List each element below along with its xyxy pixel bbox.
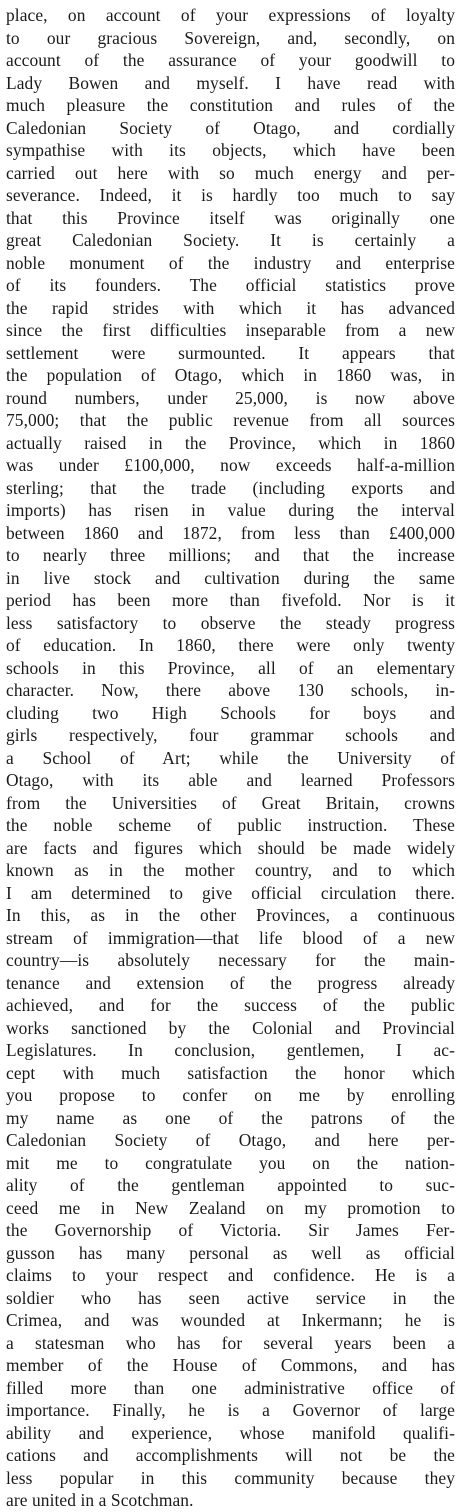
article-text-line: character. Now, there above 130 schools, in- <box>6 680 455 700</box>
article-text-line: sympathise with its objects, which have been <box>6 140 455 160</box>
article-text-line: known as in the mother country, and to which <box>6 860 455 880</box>
article-text-line: sterling; that the trade (including exports and <box>6 477 455 498</box>
article-text-line: are united in a Scotchman. <box>6 1490 194 1510</box>
article-text-line: less popular in this community because they <box>6 1467 455 1488</box>
article-text-line: account of the assurance of your goodwill to <box>6 50 455 70</box>
article-text-line: settlement were surmounted. It appears that <box>6 342 455 363</box>
article-text-line: that this Province itself was originally one <box>6 207 455 228</box>
article-text-line: imports) has risen in value during the interval <box>6 500 455 520</box>
article-text-line: Lady Bowen and myself. I have read with <box>6 72 455 93</box>
article-text-line: severance. Indeed, it is hardly too much to say <box>6 185 455 205</box>
article-text-line: works sanctioned by the Colonial and Provincial <box>6 1017 455 1038</box>
article-text-line: cluding two High Schools for boys and <box>6 702 455 723</box>
article-text-line: the noble scheme of public instruction. These <box>6 815 455 835</box>
article-text-line: to nearly three millions; and that the increase <box>6 545 455 565</box>
article-text-line: noble monument of the industry and enterprise <box>6 252 455 273</box>
article-text-line: 75,000; that the public revenue from all sources <box>6 410 455 430</box>
article-text-line: since the first difficulties inseparable from a new <box>6 320 455 340</box>
article-text-line: cept with much satisfaction the honor which <box>6 1062 455 1083</box>
article-text-line: from the Universities of Great Britain, crowns <box>6 792 455 813</box>
article-text-line: a statesman who has for several years been a <box>6 1332 455 1353</box>
article-text-line: round numbers, under 25,000, is now above <box>6 387 455 408</box>
article-text-line: filled more than one administrative office of <box>6 1377 455 1398</box>
article-text-line: of education. In 1860, there were only twenty <box>6 635 455 655</box>
article-text-line: period has been more than fivefold. Nor is it <box>6 590 455 610</box>
article-text-line: Crimea, and was wounded at Inkermann; he is <box>6 1310 455 1330</box>
article-text-line: stream of immigration—that life blood of a new <box>6 927 455 948</box>
article-text-line: much pleasure the constitution and rules of the <box>6 95 455 115</box>
article-text-line: Caledonian Society of Otago, and cordially <box>6 117 455 138</box>
article-text-line: girls respectively, four grammar schools and <box>6 725 455 745</box>
article-text-line: between 1860 and 1872, from less than £400,000 <box>6 522 455 543</box>
article-text-line: carried out here with so much energy and per- <box>6 162 455 183</box>
article-text-line: the rapid strides with which it has advanced <box>6 297 455 318</box>
article-text-line: actually raised in the Province, which in 1860 <box>6 432 455 453</box>
article-text-line: importance. Finally, he is a Governor of large <box>6 1400 455 1420</box>
article-text-line: ceed me in New Zealand on my promotion to <box>6 1197 455 1218</box>
article-text-line: I am determined to give official circulation there. <box>6 882 455 903</box>
article-text-line: tenance and extension of the progress already <box>6 972 455 993</box>
article-text-line: ality of the gentleman appointed to suc- <box>6 1175 455 1195</box>
article-text-line: member of the House of Commons, and has <box>6 1355 455 1375</box>
article-text-line: you propose to confer on me by enrolling <box>6 1085 455 1105</box>
article-text-line: Legislatures. In conclusion, gentlemen, I ac- <box>6 1040 455 1060</box>
article-text-line: achieved, and for the success of the public <box>6 995 455 1015</box>
article-text-line: schools in this Province, all of an elementary <box>6 657 455 678</box>
article-text-line: Otago, with its able and learned Professors <box>6 770 455 790</box>
article-text-line: was under £100,000, now exceeds half-a-million <box>6 455 455 475</box>
article-text-line: ability and experience, whose manifold qualifi- <box>6 1422 455 1443</box>
article-text-line: in live stock and cultivation during the same <box>6 567 455 588</box>
article-text-line: claims to your respect and confidence. He is a <box>6 1265 455 1285</box>
article-text-line: are facts and figures which should be made widely <box>6 837 455 858</box>
article-text-line: great Caledonian Society. It is certainly a <box>6 230 455 250</box>
article-text-line: less satisfactory to observe the steady progress <box>6 612 455 633</box>
article-text-line: of its founders. The official statistics prove <box>6 275 455 295</box>
article-text-line: cations and accomplishments will not be the <box>6 1445 455 1465</box>
article-text-line: place, on account of your expressions of loyalty <box>6 5 455 25</box>
article-text-line: my name as one of the patrons of the <box>6 1107 455 1128</box>
article-text-line: In this, as in the other Provinces, a continuous <box>6 905 455 925</box>
article-text-line: a School of Art; while the University of <box>6 747 455 768</box>
article-text-line: the Governorship of Victoria. Sir James Fer- <box>6 1220 455 1240</box>
article-text-line: the population of Otago, which in 1860 was, in <box>6 365 455 385</box>
article-text-line: Caledonian Society of Otago, and here per- <box>6 1130 455 1150</box>
article-text-line: mit me to congratulate you on the nation- <box>6 1152 455 1173</box>
article-text-line: country—is absolutely necessary for the main- <box>6 950 455 970</box>
article-text-line: gusson has many personal as well as official <box>6 1242 455 1263</box>
article-text-line: to our gracious Sovereign, and, secondly, on <box>6 27 455 48</box>
article-text-line: soldier who has seen active service in the <box>6 1287 455 1308</box>
